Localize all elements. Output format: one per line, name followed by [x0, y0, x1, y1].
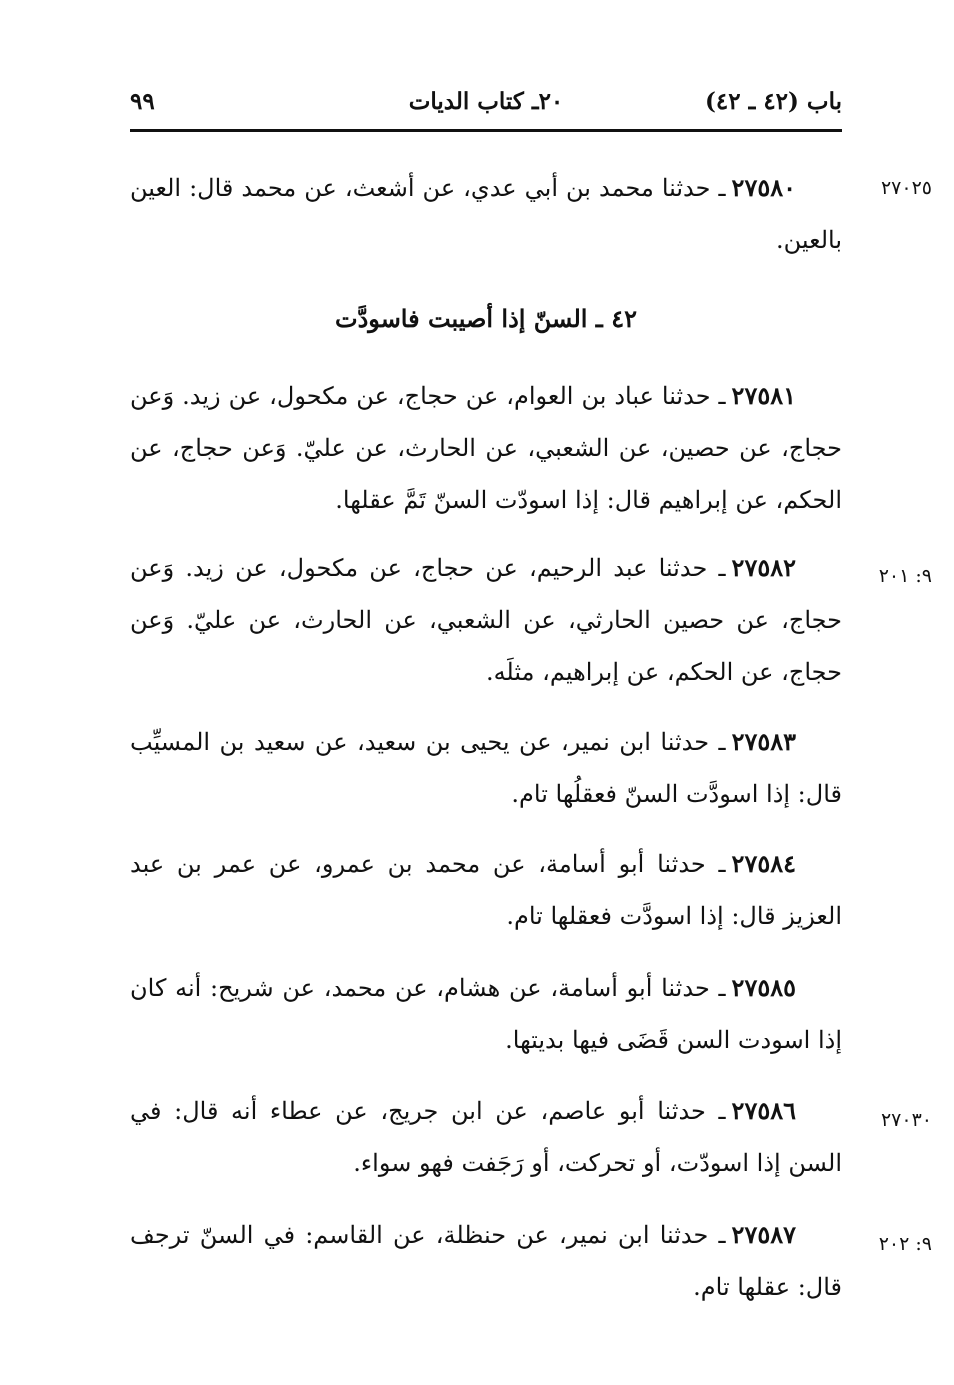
hadith-text: ـ حدثنا ابن نمير، عن حنظلة، عن القاسم: في السنّ ترجف قال: عقلها تام. — [130, 1221, 842, 1301]
hadith-entry — [130, 962, 842, 1066]
chapter-range: باب (٤٢ ـ ٤٢) — [704, 88, 842, 115]
hadith-entry — [130, 162, 842, 266]
hadith-number: ٢٧٥٨٤ — [731, 849, 796, 878]
hadith-entry — [130, 838, 842, 942]
hadith-number: ٢٧٥٨٥ — [731, 973, 796, 1002]
hadith-entry — [130, 1085, 842, 1189]
hadith-number: ٢٧٥٨٠ — [731, 173, 796, 202]
hadith-entry — [130, 370, 842, 526]
book-title: ٢٠ـ كتاب الديات — [408, 88, 564, 115]
hadith-entry — [130, 716, 842, 820]
hadith-entry — [130, 1209, 842, 1313]
hadith-number: ٢٧٥٨٧ — [731, 1220, 796, 1249]
hadith-number: ٢٧٥٨٦ — [731, 1096, 796, 1125]
hadith-text: ـ حدثنا ابن نمير، عن يحيى بن سعيد، عن سعيد بن المسيِّب قال: إذا اسودَّت السنّ فعقلُها تام. — [130, 728, 842, 808]
hadith-text: ـ حدثنا محمد بن أبي عدي، عن أشعث، عن محمد قال: العين بالعين. — [130, 174, 842, 254]
hadith-text: ـ حدثنا عباد بن العوام، عن حجاج، عن مكحول، عن زيد. وَعن حجاج، عن حصين، عن الشعبي، عن الحارث، عن عليّ. وَعن حجاج، عن الحكم، عن إبراهيم قال: إذا اسودّت السنّ تَمَّ عقلها. — [130, 382, 842, 514]
hadith-number: ٢٧٥٨٢ — [731, 553, 796, 582]
margin-reference: ٢٧٠٢٥ — [880, 177, 932, 199]
margin-reference: ٩: ٢٠٢ — [878, 1233, 932, 1255]
hadith-entry — [130, 542, 842, 698]
hadith-text: ـ حدثنا أبو عاصم، عن ابن جريج، عن عطاء أنه قال: في السن إذا اسودّت، أو تحركت، أو رَجَفت فهو سواء. — [130, 1097, 842, 1177]
hadith-text: ـ حدثنا أبو أسامة، عن محمد بن عمرو، عن عمر بن عبد العزيز قال: إذا اسودَّت فعقلها تام. — [130, 850, 842, 930]
hadith-text: ـ حدثنا عبد الرحيم، عن حجاج، عن مكحول، عن زيد. وَعن حجاج، عن حصين الحارثي، عن الشعبي، عن الحارث، عن عليّ. وَعن حجاج، عن الحكم، عن إبراهيم، مثلَه. — [130, 554, 842, 686]
margin-reference: ٢٧٠٣٠ — [880, 1109, 932, 1131]
margin-reference: ٩: ٢٠١ — [878, 565, 932, 587]
hadith-text: ـ حدثنا أبو أسامة، عن هشام، عن محمد، عن شريح: أنه كان إذا اسودت السن قَضَى فيها بديتها. — [130, 974, 842, 1054]
header-rule — [130, 129, 842, 132]
hadith-number: ٢٧٥٨٣ — [731, 727, 797, 756]
page-number: ٩٩ — [130, 88, 155, 115]
page-header — [130, 82, 842, 122]
section-heading: ٤٢ ـ السنّ إذا أصيبت فاسودَّت — [335, 304, 637, 333]
hadith-number: ٢٧٥٨١ — [731, 381, 796, 410]
